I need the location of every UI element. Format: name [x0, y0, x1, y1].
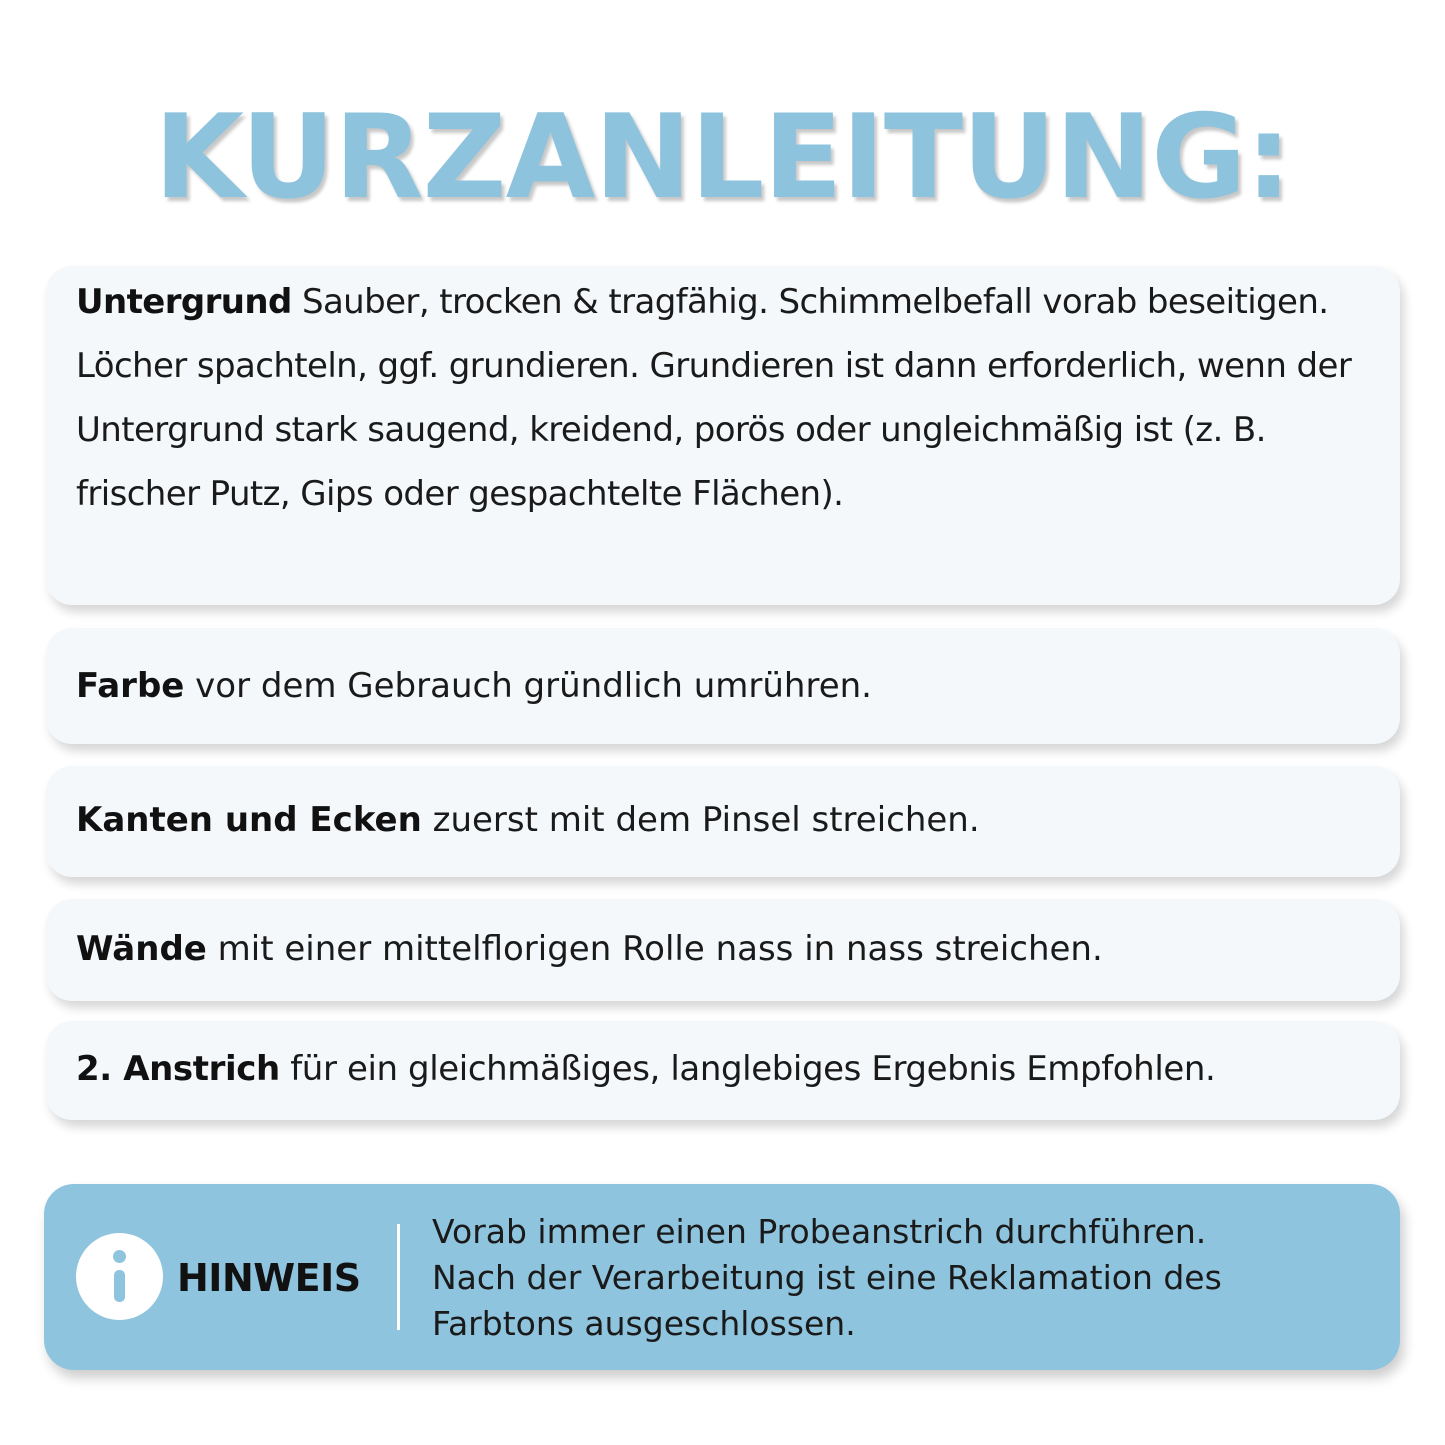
instruction-card-farbe	[46, 628, 1400, 744]
instruction-body: zuerst mit dem Pinsel streichen.	[432, 800, 980, 840]
hint-line: Nach der Verarbeitung ist eine Reklamation des	[432, 1258, 1222, 1297]
instruction-text	[76, 270, 1376, 526]
instruction-lead: Kanten und Ecken	[76, 800, 422, 840]
instruction-body: Sauber, trocken & tragfähig. Schimmelbefall vorab beseitigen. Löcher spachteln, ggf. grundieren. Grundieren ist dann erforderlich, wenn der Untergrund stark saugend, kreidend, porös oder ungleichmäßig ist (z. B. frischer Putz, Gips oder gespachtelte Flächen).	[76, 282, 1352, 514]
instruction-lead: Farbe	[76, 666, 185, 706]
instruction-text	[76, 1037, 1376, 1101]
hint-box	[44, 1184, 1400, 1370]
hint-text	[432, 1209, 1382, 1347]
info-icon	[76, 1233, 163, 1320]
instruction-lead: Untergrund	[76, 282, 292, 322]
instruction-lead: Wände	[76, 929, 207, 969]
info-icon-dot	[113, 1250, 126, 1263]
instruction-text	[76, 654, 1376, 718]
hint-line: Vorab immer einen Probeanstrich durchführen.	[432, 1212, 1207, 1251]
page-title: KURZANLEITUNG:	[154, 90, 1291, 225]
hint-line: Farbtons ausgeschlossen.	[432, 1304, 856, 1343]
instruction-text	[76, 917, 1376, 981]
hint-label: HINWEIS	[177, 1256, 361, 1300]
instruction-body: vor dem Gebrauch gründlich umrühren.	[195, 666, 872, 706]
instruction-body: für ein gleichmäßiges, langlebiges Ergebnis Empfohlen.	[290, 1049, 1216, 1089]
info-icon-stem	[114, 1270, 125, 1302]
instruction-lead: 2. Anstrich	[76, 1049, 280, 1089]
instruction-card-anstrich	[46, 1021, 1400, 1120]
hint-divider	[397, 1224, 400, 1330]
instruction-body: mit einer mittelflorigen Rolle nass in nass streichen.	[217, 929, 1103, 969]
instruction-text	[76, 788, 1376, 852]
instruction-card-untergrund	[46, 266, 1400, 605]
instruction-card-kanten	[46, 766, 1400, 877]
instruction-card-waende	[46, 899, 1400, 1001]
